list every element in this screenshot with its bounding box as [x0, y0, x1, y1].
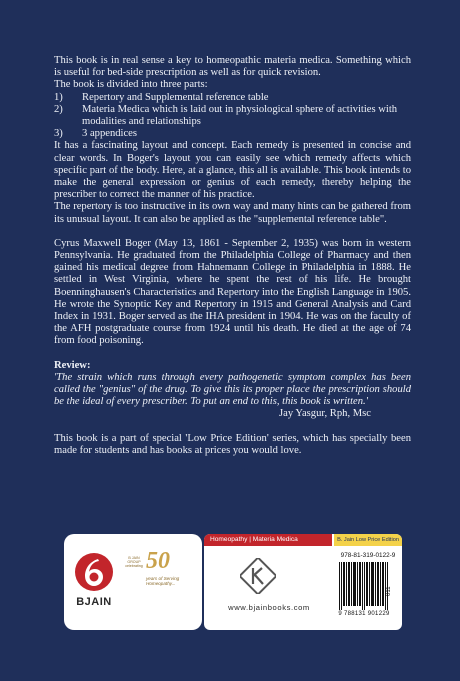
series-note: This book is a part of special 'Low Price Edition' series, which has specially been made for students and has books at prices you would love.: [54, 432, 411, 456]
price-code: 011: [386, 586, 392, 596]
barcode-icon: [338, 562, 390, 610]
review-quote: 'The strain which runs through every pathogenetic symptom complex has been called the "genius" of the drug. To give this its proper place the prescription should be the ideal of every prescriber. To put an end to this, this book is written.': [54, 371, 411, 408]
list-number: 1): [54, 91, 63, 103]
group-label: B JAIN GROUP celebrating: [125, 556, 143, 568]
intro-paragraph-1: This book is in real sense a key to homeopathic materia medica. Something which is useful for bed-side prescription as well as for quick revision.: [54, 55, 411, 79]
cover-text: [54, 55, 411, 457]
publisher-emblem-icon: [240, 558, 276, 594]
book-info-panel: [204, 534, 402, 630]
list-text: Repertory and Supplemental reference table: [82, 91, 269, 103]
parts-list: [54, 92, 411, 141]
list-number: 2): [54, 103, 63, 115]
anniversary-tagline: years of Serving Homeopathy...: [146, 576, 180, 587]
list-text: 3 appendices: [82, 128, 138, 140]
isbn-label: 978-81-319-0122-9: [340, 552, 396, 559]
list-item: [54, 128, 411, 140]
publisher-logo-panel: [64, 534, 202, 630]
review-author: Jay Yasgur, Rph, Msc: [279, 408, 371, 420]
bjain-logo-icon: [74, 552, 114, 592]
spacer: [54, 421, 411, 433]
spacer: [54, 226, 411, 238]
review-heading: Review:: [54, 359, 91, 371]
intro-paragraph-3: It has a fascinating layout and concept. Each remedy is presented in concise and clear words. In Boger's layout you can easily see which remedy affects which specific part of the body. Here, at a glance, this all is available. This book intends to make the general expression or genius of each remedy, thereby helping the prescriber to correct the manner of his practice.: [54, 140, 411, 201]
anniversary-number: 50: [146, 548, 170, 574]
list-number: 3): [54, 128, 63, 140]
category-bar: Homeopathy | Materia Medica: [204, 534, 332, 546]
edition-label: B. Jain Low Price Edition: [334, 534, 402, 546]
barcode-number: 9 788131 901229: [338, 611, 390, 617]
list-item: [54, 104, 411, 128]
intro-paragraph-4: The repertory is too instructive in its own way and many hints can be gathered from its unusual layout. It can also be applied as the "supplemental reference table".: [54, 201, 411, 225]
author-bio: Cyrus Maxwell Boger (May 13, 1861 - September 2, 1935) was born in western Pennsylvania. He graduated from the Philadelphia College of Pharmacy and then gained his medical degree from Hahnemann College in Philadelphia in 1888. He settled in West Virginia, where he spent the rest of his life. He brought Boenninghausen's Characteristics and Repertory into the English Language in 1905. He wrote the Synoptic Key and Repertory in 1915 and General Analysis and Card Index in 1931. Boger served as the IHA president in 1904. He was on the faculty of the AFH postgraduate course from 1924 until his death. He died at the age of 74 from food poisoning.: [54, 237, 411, 347]
bjain-wordmark: BJAIN: [76, 596, 112, 608]
list-item: [54, 92, 411, 104]
intro-paragraph-2: The book is divided into three parts:: [54, 79, 208, 91]
publisher-website[interactable]: www.bjainbooks.com: [228, 603, 310, 612]
list-text: Materia Medica which is laid out in physiological sphere of activities with modalities and relationships: [82, 103, 398, 128]
spacer: [54, 348, 411, 360]
